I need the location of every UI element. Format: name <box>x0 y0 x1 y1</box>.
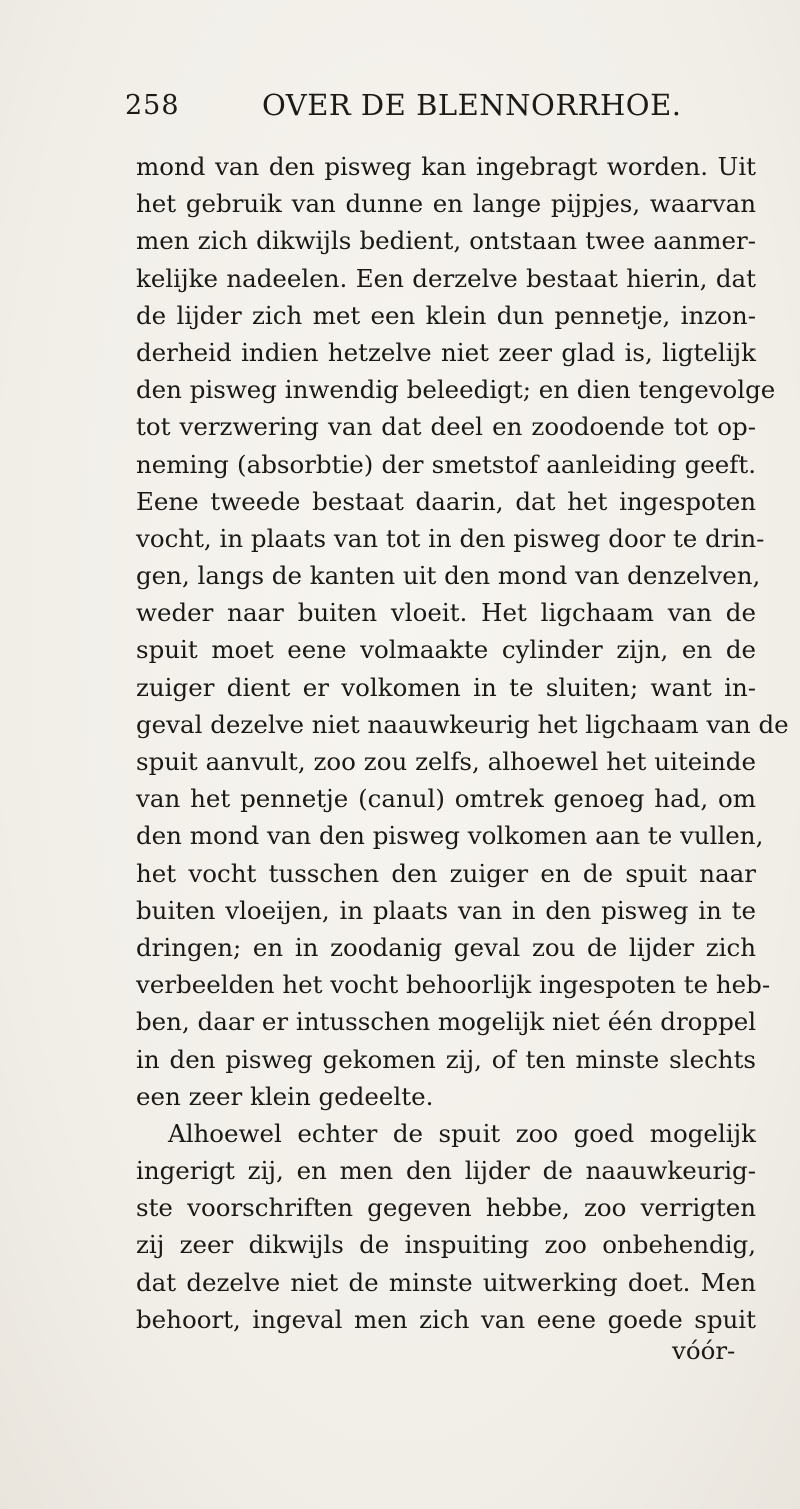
text-line: het vocht tusschen den zuiger en de spuit naar <box>136 858 756 888</box>
text-line: van het pennetje (canul) omtrek genoeg had, om <box>136 784 756 814</box>
text-line: een zeer klein gedeelte. <box>136 1081 434 1111</box>
text-line: gen, langs de kanten uit den mond van denzelven, <box>136 561 761 591</box>
text-line: dat dezelve niet de minste uitwerking doet. Men <box>136 1267 756 1297</box>
text-line: ste voorschriften gegeven hebbe, zoo verrigten <box>136 1193 756 1223</box>
running-title: OVER DE BLENNORRHOE. <box>262 88 682 122</box>
catchword: vóór- <box>672 1336 736 1365</box>
text-line: den mond van den pisweg volkomen aan te vullen, <box>136 821 764 851</box>
text-line: mond van den pisweg kan ingebragt worden. Uit <box>136 152 756 181</box>
page-header <box>0 84 800 134</box>
text-line: tot verzwering van dat deel en zoodoende tot op- <box>136 412 756 442</box>
text-line: geval dezelve niet naauwkeurig het ligchaam van de <box>136 709 789 739</box>
text-line: Eene tweede bestaat daarin, dat het ingespoten <box>136 486 756 516</box>
body-text <box>136 148 789 1338</box>
text-line: vocht, in plaats van tot in den pisweg door te drin- <box>136 523 765 553</box>
text-line: de lijder zich met een klein dun pennetje, inzon- <box>136 300 756 330</box>
text-line: ingerigt zij, en men den lijder de naauwkeurig- <box>136 1156 756 1186</box>
text-line: behoort, ingeval men zich van eene goede spuit <box>136 1304 756 1334</box>
page-number: 258 <box>125 90 180 121</box>
text-line: men zich dikwijls bedient, ontstaan twee aanmer- <box>136 226 756 256</box>
text-line: zij zeer dikwijls de inspuiting zoo onbehendig, <box>136 1230 756 1260</box>
text-line: buiten vloeijen, in plaats van in den pisweg in te <box>136 895 756 925</box>
text-line: Alhoewel echter de spuit zoo goed mogelijk <box>168 1118 756 1148</box>
text-line: verbeelden het vocht behoorlijk ingespoten te heb- <box>136 970 771 1000</box>
text-line: weder naar buiten vloeit. Het ligchaam van de <box>136 598 756 628</box>
text-line: dringen; en in zoodanig geval zou de lijder zich <box>136 932 756 962</box>
text-line: in den pisweg gekomen zij, of ten minste slechts <box>136 1044 756 1074</box>
text-line: zuiger dient er volkomen in te sluiten; want in- <box>136 672 756 702</box>
text-line: neming (absorbtie) der smetstof aanleiding geeft. <box>136 449 756 479</box>
text-line: kelijke nadeelen. Een derzelve bestaat hierin, dat <box>136 263 756 293</box>
text-line: den pisweg inwendig beleedigt; en dien tengevolge <box>136 375 776 405</box>
text-line: spuit aanvult, zoo zou zelfs, alhoewel het uiteinde <box>136 747 756 776</box>
text-line: spuit moet eene volmaakte cylinder zijn, en de <box>136 635 756 665</box>
text-line: ben, daar er intusschen mogelijk niet één droppel <box>136 1007 757 1037</box>
text-line: het gebruik van dunne en lange pijpjes, waarvan <box>136 189 756 219</box>
text-line: derheid indien hetzelve niet zeer glad is, ligtelijk <box>136 337 756 367</box>
